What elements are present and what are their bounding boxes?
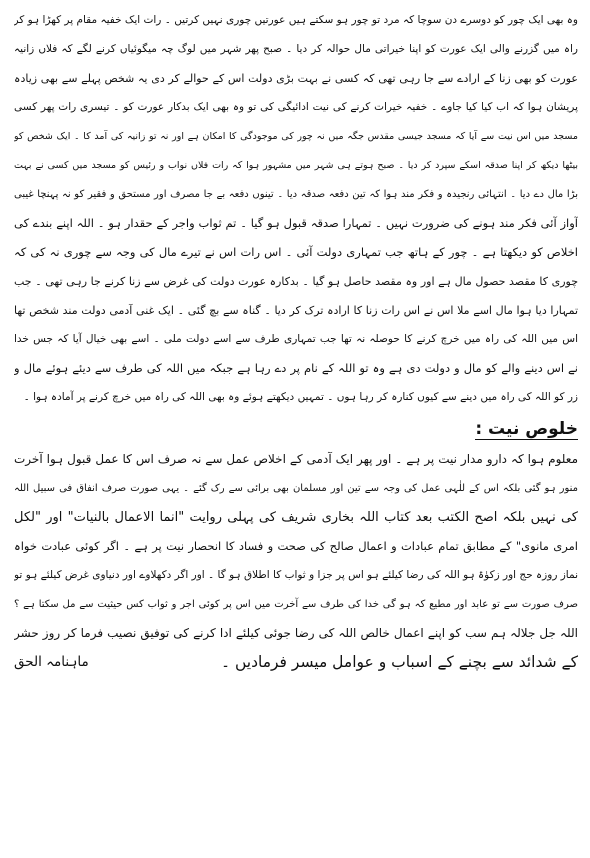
text-line: پریشان ہوا کہ اب کیا کیا جاوے ۔ خفیہ خیرات کرنے کی نیت ادائیگی کی تو وہ بھی ایک بدکار عورت کو ۔ تیسری رات پھر کسی (14, 101, 578, 113)
text-line: زر کو اللہ کی راہ میں دینے سے کیوں کنارہ کر رہا ہوں ۔ تمہیں دیکھتے ہوئے وہ بھی اللہ کی راہ میں خرچ کرنے پر آمادہ ہوا ۔ (23, 391, 578, 403)
text-line: بیٹھا دیکھ کر اپنا صدقہ اسکے سپرد کر دیا ۔ صبح ہوتے ہی شہر میں مشہور ہوا کہ رات فلاں نواب و رئیس کو مسجد میں کسی نے بہت (14, 160, 578, 171)
text-line: اس میں اللہ کی راہ میں خرچ کرنے کا حوصلہ نہ تھا جب تمہاری طرف سے اسے دولت ملی ۔ اسے بھی خیال آیا کہ جس خدا (14, 333, 578, 345)
text-line: امری مانوی" کے مطابق تمام عبادات و اعمال صالح کی صحت و فساد کا انحصار نیت پر ہے ۔ اگر کوئی عبادت خواہ (14, 539, 578, 553)
text-line: معلوم ہوا کہ دارو مدار نیت پر ہے ۔ اور پھر ایک آدمی کے اخلاص عمل سے نہ صرف اس کا عمل قبول ہوا آخرت (14, 452, 578, 466)
closing-row (14, 648, 578, 677)
paragraph-sincerity (14, 445, 578, 648)
text-line: راہ میں گزرنے والی ایک عورت کو اپنا خیراتی مال حوالہ کر دیا ۔ صبح پھر شہر میں لوگ چہ میگوئیاں کرنے لگے کہ فلاں زانیہ (14, 43, 578, 55)
text-line: تمہارا دیا ہوا مال اسے ملا اس نے اس رات زنا کا ارادہ ترک کر دیا ۔ گناہ سے بچ گئی ۔ ایک غنی آدمی دولت مند شخص تھا (14, 304, 578, 317)
text-line: نماز روزہ حج اور زکوٰۃ ہو اللہ کی رضا کیلئے ہو اس پر جزا و ثواب کا اطلاق ہو گا ۔ اور اگر دکھلاوے اور دنیاوی غرض کیلئے ہو تو (14, 569, 578, 581)
text-line: کی نہیں بلکہ اصح الکتب بعد کتاب اللہ بخاری شریف کی پہلی روایت "انما الاعمال بالنیات" اور "لکل (14, 510, 578, 525)
text-line: صرف صورت سے تو عابد اور مطیع کہ ہو گی خدا کی طرف سے آخرت میں اس پر کوئی اجر و ثواب کس حیثیت سے مل سکتا ہے ؟ (14, 599, 578, 610)
section-heading: خلوص نیت : (475, 419, 578, 439)
text-line: مسجد میں اس نیت سے آیا کہ مسجد جیسی مقدس جگہ میں نہ چور کی موجودگی کا امکان ہے اور نہ تو زانیہ کی آمد کا ۔ ایک شخص کو (14, 131, 578, 142)
paragraph-charity-story (14, 6, 578, 412)
signature: ماہنامہ الحق (14, 654, 89, 670)
text-line: عورت کو بھی زنا کے ارادے سے جا رہی تھی کہ کسی نے بہت بڑی دولت اس کے حوالے کر دی یہ شخص پہلے سے بھی زیادہ (14, 72, 578, 85)
text-line: بڑا مال دے دیا ۔ انتہائی رنجیدہ و فکر مند ہوا کہ تین دفعہ صدقہ دیا ۔ تینوں دفعہ بے جا مصرف اور مستحق و فقیر کو نہ پہنچا غیبی (14, 189, 578, 200)
text-line: چوری کا مقصد حصول مال ہے اور وہ مقصد حاصل ہو گیا ۔ بدکارہ عورت دولت کی غرض سے زنا کرنے جا رہی تھی ۔ جب (14, 275, 578, 288)
section-heading-row (14, 412, 578, 445)
text-line: منور ہو گئی بلکہ اس کے للٰہی عمل کی وجہ سے تین اور مسلمان بھی برائی سے رک گئے ۔ یہی صورت صرف انفاق فی سبیل اللہ (14, 483, 578, 494)
closing-line: کے شدائد سے بچنے کے اسباب و عوامل میسر فرمادیں ۔ (220, 653, 578, 671)
text-line: اللہ جل جلالہ ہم سب کو اپنے اعمال خالص اللہ کی رضا جوئی کیلئے ادا کرنے کی توفیق نصیب فرما کر روز حشر (14, 626, 578, 640)
text-line: نے اس دینے والے کو مال و دولت دی ہے وہ تو اللہ کے نام پر دے رہا ہے جبکہ میں اللہ کی طرف سے دیئے ہوئے مال و (14, 361, 578, 375)
text-line: وہ بھی ایک چور کو دوسرے دن سوچا کہ مرد تو چور ہو سکتے ہیں عورتیں چوری نہیں کرتیں ۔ رات ایک خفیہ مقام پر کھڑا ہو کر (14, 14, 578, 26)
text-line: آواز آئی فکر مند ہونے کی ضرورت نہیں ۔ تمہارا صدقہ قبول ہو گیا ۔ تم ثواب واجر کے حقدار ہو ۔ اللہ اپنے بندے کی (14, 216, 578, 230)
text-line: اخلاص کو دیکھتا ہے ۔ چور کے ہاتھ جب تمہاری دولت آئی ۔ اس رات اس نے تیرے مال کی وجہ سے چوری نہ کی کہ (14, 245, 578, 259)
